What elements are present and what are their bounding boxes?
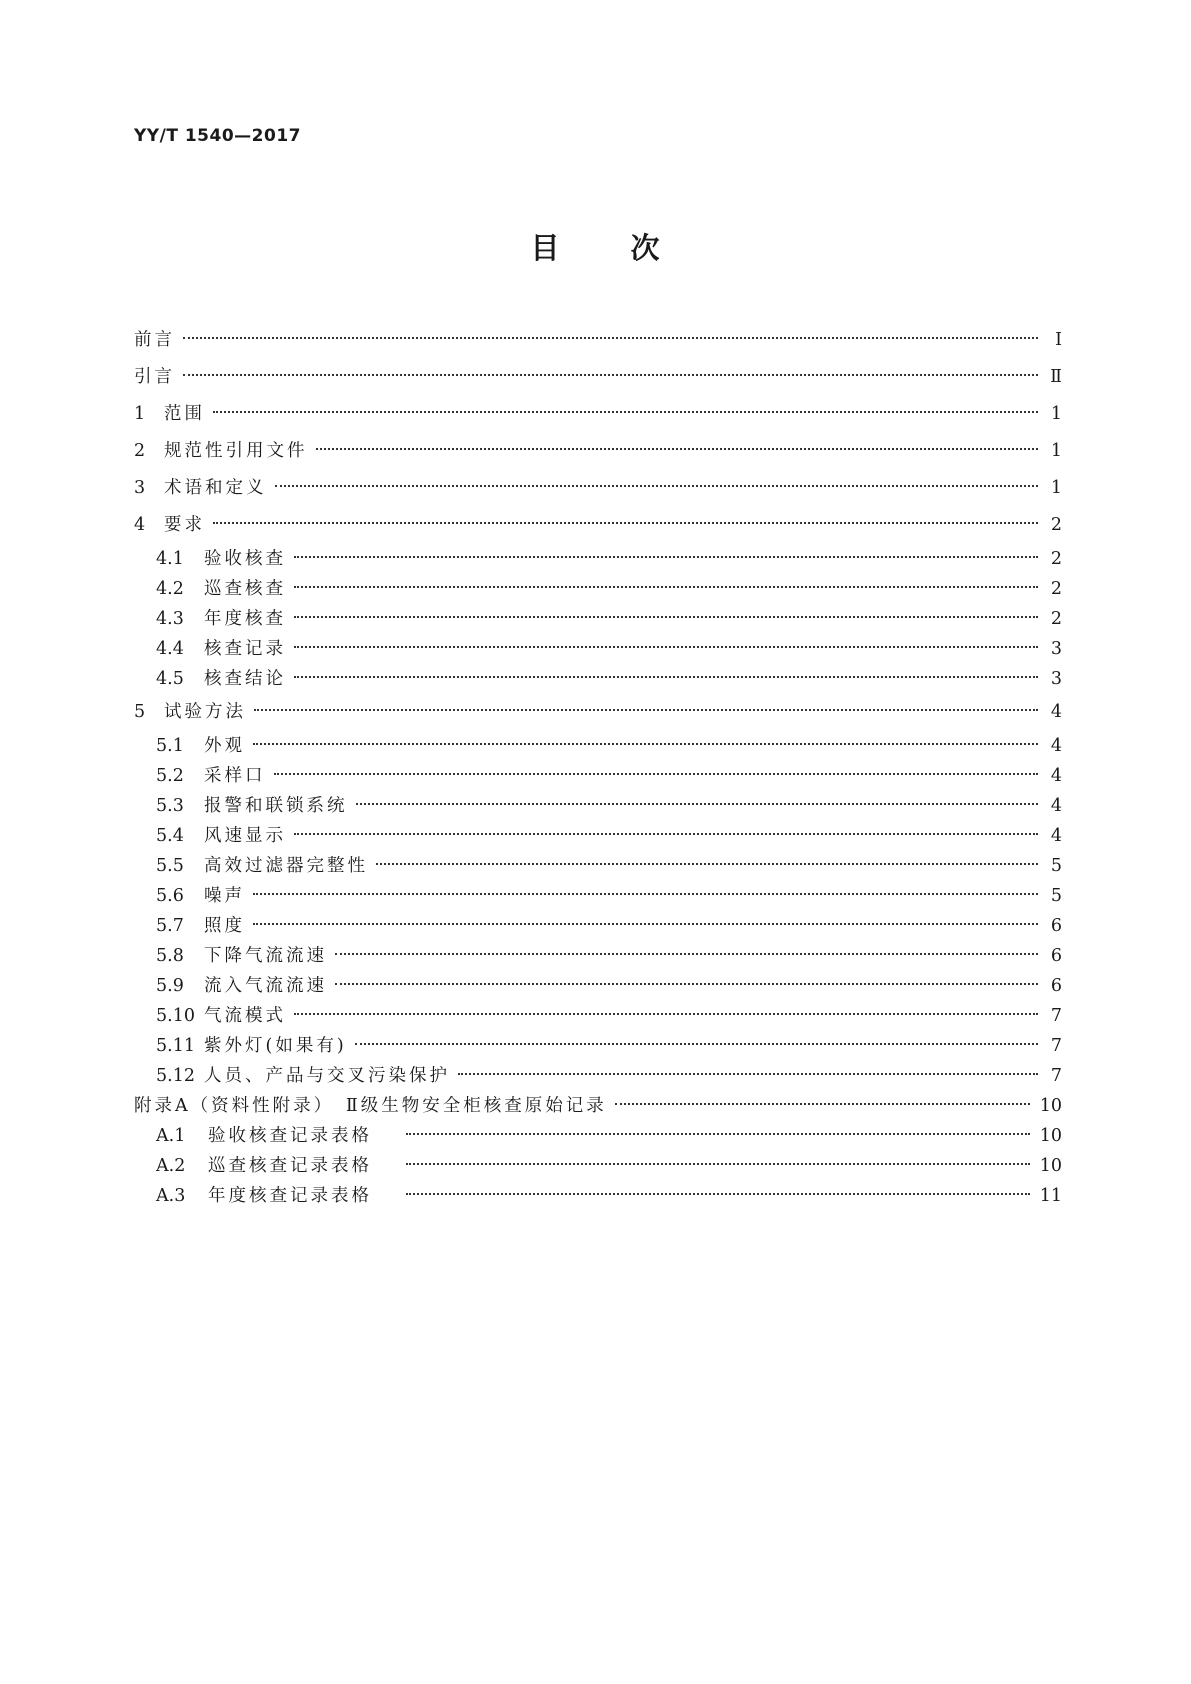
toc-entry[interactable] (134, 664, 1062, 694)
document-code: YY/T 1540—2017 (134, 126, 301, 146)
toc-entry-page: 5 (1050, 886, 1062, 906)
toc-entry-page: 4 (1050, 766, 1062, 786)
toc-entry-number: 5 (134, 702, 146, 722)
toc-entry-page: 7 (1050, 1066, 1062, 1086)
dot-leader (355, 1043, 1038, 1045)
dot-leader (294, 646, 1038, 648)
toc-entry-title: 风速显示 (204, 826, 286, 846)
dot-leader (253, 743, 1038, 745)
dot-leader (213, 522, 1038, 524)
toc-entry-title: 验收核查 (204, 549, 286, 569)
toc-entry-title: 照度 (204, 916, 245, 936)
toc-entry-title: 范围 (164, 404, 205, 424)
toc-entry-page: 2 (1050, 515, 1062, 535)
toc-entry-page: 10 (1039, 1126, 1062, 1146)
toc-entry-number: 4 (134, 515, 146, 535)
dot-leader (406, 1193, 1030, 1195)
toc-entry-number: 5.1 (156, 736, 184, 756)
dot-leader (615, 1103, 1030, 1105)
toc-entry-number: 5.12 (156, 1066, 195, 1086)
dot-leader (294, 676, 1038, 678)
toc-entry-number: 5.11 (156, 1036, 195, 1056)
toc-entry-number: 3 (134, 478, 146, 498)
toc-entry[interactable] (134, 433, 1062, 470)
toc-entry-number: 5.6 (156, 886, 184, 906)
toc-entry-page: 1 (1050, 441, 1062, 461)
toc-entry[interactable] (134, 731, 1062, 761)
toc-entry-number: 5.7 (156, 916, 184, 936)
toc-entry-number: A.3 (156, 1186, 186, 1206)
toc-entry-title: 前言 (134, 330, 175, 350)
dot-leader (406, 1163, 1030, 1165)
toc-entry-page: 7 (1050, 1036, 1062, 1056)
toc-entry-title: 试验方法 (164, 702, 246, 722)
dot-leader (316, 448, 1039, 450)
dot-leader (335, 983, 1038, 985)
toc-entry-number: 4.2 (156, 579, 184, 599)
toc-entry-title: 高效过滤器完整性 (204, 856, 368, 876)
dot-leader (376, 863, 1038, 865)
toc-entry-number: 2 (134, 441, 146, 461)
toc-entry[interactable] (134, 574, 1062, 604)
toc-entry[interactable] (134, 1151, 1062, 1181)
toc-entry-number: 5.4 (156, 826, 184, 846)
toc-entry[interactable] (134, 322, 1062, 359)
toc-entry-title: 流入气流流速 (204, 976, 327, 996)
dot-leader (356, 803, 1039, 805)
toc-entry-page: 7 (1050, 1006, 1062, 1026)
toc-entry-number: A.1 (156, 1126, 186, 1146)
toc-entry-page: 3 (1050, 639, 1062, 659)
toc-entry-page: Ⅱ (1050, 367, 1062, 387)
toc-entry-page: 2 (1050, 609, 1062, 629)
dot-leader (335, 953, 1038, 955)
dot-leader (294, 586, 1038, 588)
table-of-contents (134, 322, 1062, 1211)
toc-entry-title: 验收核查记录表格 (208, 1126, 372, 1146)
toc-entry-page: 4 (1050, 796, 1062, 816)
toc-entry-number: 5.8 (156, 946, 184, 966)
toc-entry-page: 11 (1039, 1186, 1062, 1206)
dot-leader (294, 833, 1038, 835)
toc-entry[interactable] (134, 634, 1062, 664)
toc-entry-title: 噪声 (204, 886, 245, 906)
toc-entry-title: 规范性引用文件 (164, 441, 308, 461)
toc-entry[interactable] (134, 1091, 1062, 1121)
title-char-1: 目 (530, 231, 561, 265)
toc-entry-title: 巡查核查 (204, 579, 286, 599)
toc-entry-title: 术语和定义 (164, 478, 267, 498)
toc-entry[interactable] (134, 604, 1062, 634)
toc-entry-number: 4.1 (156, 549, 184, 569)
dot-leader (254, 709, 1038, 711)
dot-leader (275, 485, 1039, 487)
toc-entry-title: 人员、产品与交叉污染保护 (204, 1066, 450, 1086)
toc-entry-title: 报警和联锁系统 (204, 796, 348, 816)
toc-entry-title: 核查记录 (204, 639, 286, 659)
toc-entry-number: 4.5 (156, 669, 184, 689)
dot-leader (294, 556, 1038, 558)
toc-entry-title: 紫外灯(如果有) (204, 1036, 347, 1056)
toc-entry-number: 1 (134, 404, 146, 424)
toc-entry-title: 引言 (134, 367, 175, 387)
toc-entry-page: 6 (1050, 916, 1062, 936)
toc-entry-number: 4.4 (156, 639, 184, 659)
dot-leader (274, 773, 1039, 775)
toc-entry-page: 10 (1039, 1156, 1062, 1176)
toc-entry[interactable] (134, 791, 1062, 821)
toc-entry-title: 要求 (164, 515, 205, 535)
toc-entry-page: 1 (1050, 404, 1062, 424)
toc-entry[interactable] (134, 821, 1062, 851)
toc-entry-title: 气流模式 (204, 1006, 286, 1026)
toc-entry-page: 3 (1050, 669, 1062, 689)
dot-leader (183, 374, 1038, 376)
toc-entry-page: Ⅰ (1055, 330, 1062, 350)
toc-entry[interactable] (134, 359, 1062, 396)
toc-entry[interactable] (134, 1031, 1062, 1061)
toc-entry-title: 巡查核查记录表格 (208, 1156, 372, 1176)
toc-entry-title: 外观 (204, 736, 245, 756)
toc-entry[interactable] (134, 470, 1062, 507)
page-title (0, 226, 1191, 267)
toc-entry-title: 年度核查 (204, 609, 286, 629)
dot-leader (406, 1133, 1030, 1135)
toc-entry[interactable] (134, 851, 1062, 881)
title-char-2: 次 (630, 231, 661, 265)
toc-entry-number: 5.10 (156, 1006, 195, 1026)
dot-leader (183, 337, 1038, 339)
toc-entry[interactable] (134, 694, 1062, 731)
toc-entry[interactable] (134, 881, 1062, 911)
toc-entry-number: 5.9 (156, 976, 184, 996)
dot-leader (458, 1073, 1038, 1075)
toc-entry[interactable] (134, 911, 1062, 941)
dot-leader (294, 616, 1038, 618)
toc-entry-page: 10 (1039, 1096, 1062, 1116)
toc-entry-title: 年度核查记录表格 (208, 1186, 372, 1206)
toc-entry-page: 4 (1050, 736, 1062, 756)
toc-entry-number: 4.3 (156, 609, 184, 629)
toc-entry[interactable] (134, 941, 1062, 971)
toc-entry[interactable] (134, 1061, 1062, 1091)
toc-entry[interactable] (134, 396, 1062, 433)
dot-leader (253, 923, 1038, 925)
toc-entry-page: 4 (1050, 702, 1062, 722)
toc-entry-title: 核查结论 (204, 669, 286, 689)
dot-leader (294, 1013, 1038, 1015)
toc-entry-title: 下降气流流速 (204, 946, 327, 966)
toc-entry-number: 5.3 (156, 796, 184, 816)
toc-entry-page: 2 (1050, 579, 1062, 599)
toc-entry-title: 采样口 (204, 766, 266, 786)
toc-entry-page: 4 (1050, 826, 1062, 846)
toc-entry-number: 5.2 (156, 766, 184, 786)
toc-entry[interactable] (134, 544, 1062, 574)
toc-entry[interactable] (134, 1121, 1062, 1151)
toc-entry[interactable] (134, 507, 1062, 544)
toc-entry[interactable] (134, 761, 1062, 791)
toc-entry-number: A.2 (156, 1156, 186, 1176)
toc-entry-page: 5 (1050, 856, 1062, 876)
toc-entry-page: 2 (1050, 549, 1062, 569)
toc-entry[interactable] (134, 1181, 1062, 1211)
toc-entry[interactable] (134, 971, 1062, 1001)
toc-entry-title: 附录A（资料性附录） Ⅱ级生物安全柜核查原始记录 (134, 1096, 607, 1116)
toc-entry[interactable] (134, 1001, 1062, 1031)
toc-entry-page: 1 (1050, 478, 1062, 498)
dot-leader (213, 411, 1038, 413)
toc-entry-page: 6 (1050, 946, 1062, 966)
toc-entry-page: 6 (1050, 976, 1062, 996)
dot-leader (253, 893, 1038, 895)
toc-entry-number: 5.5 (156, 856, 184, 876)
